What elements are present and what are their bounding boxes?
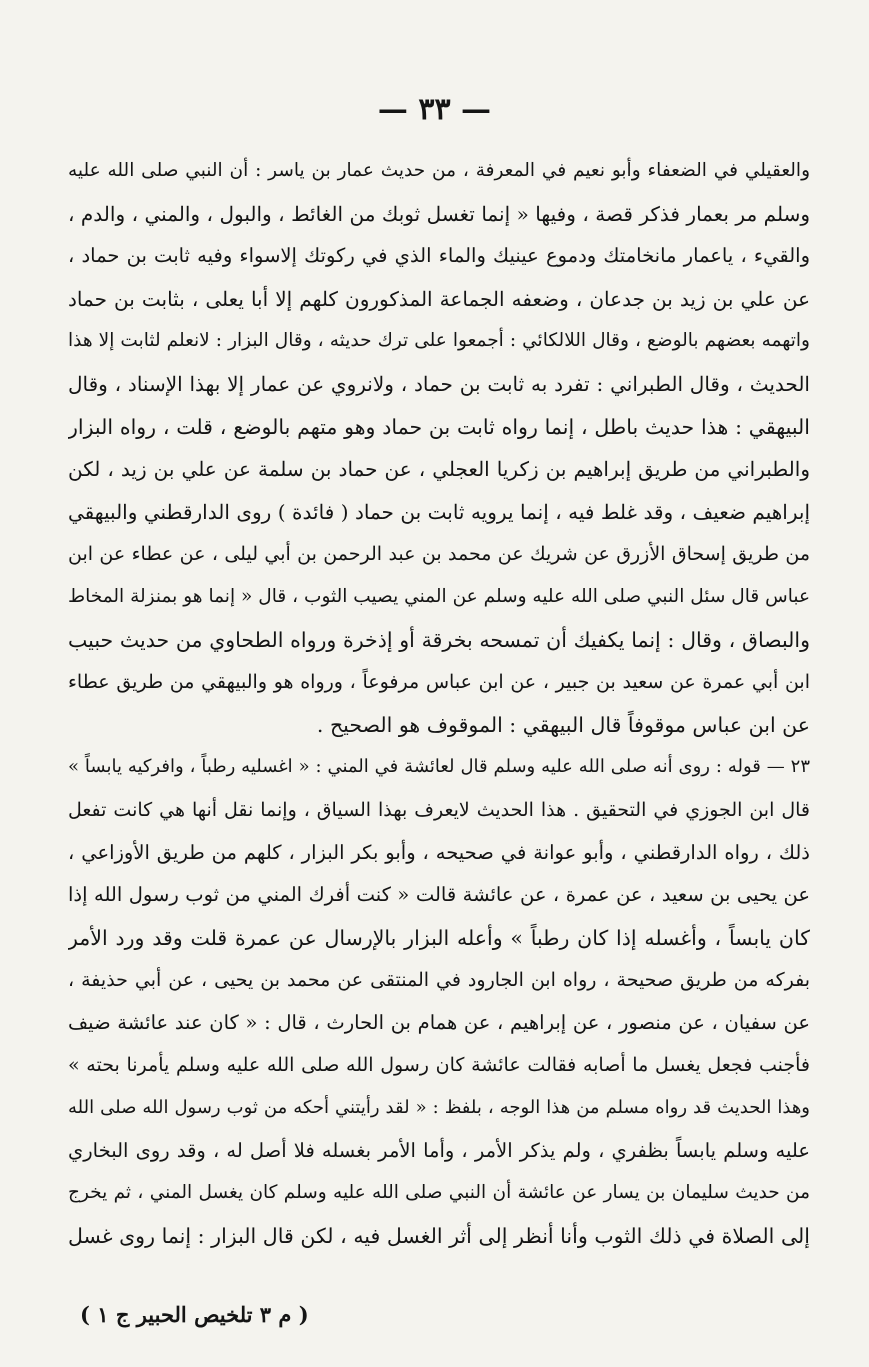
text-line: والبصاق ، وقال : إنما يكفيك أن تمسحه بخرقة أو إذخرة ورواه الطحاوي من حديث حبيب	[68, 627, 810, 652]
text-line: قال ابن الجوزي في التحقيق . هذا الحديث لايعرف بهذا السياق ، وإنما نقل أنها هي كانت تفعل	[68, 798, 810, 821]
footer-signature: ( م ٣ تلخيص الحبير ج ١ )	[80, 1302, 309, 1327]
text-line: عن علي بن زيد بن جدعان ، وضعفه الجماعة المذكورون كلهم إلا أبا يعلى ، بثابت بن حماد	[68, 286, 810, 311]
text-line: من حديث سليمان بن يسار عن عائشة أن النبي صلى الله عليه وسلم كان يغسل المني ، ثم يخرج	[68, 1182, 810, 1204]
text-line: وسلم مر بعمار فذكر قصة ، وفيها « إنما تغسل ثوبك من الغائط ، والبول ، والمني ، والدم ،	[68, 201, 810, 226]
text-line: عليه وسلم يابساً بظفري ، ولم يذكر الأمر ، وأما الأمر بغسله فلا أصل له ، وقد روى البخاري	[68, 1138, 810, 1162]
text-line: والطبراني من طريق إبراهيم بن زكريا العجلي ، عن حماد بن سلمة عن علي بن زيد ، لكن	[68, 457, 810, 482]
text-line: عباس قال سئل النبي صلى الله عليه وسلم عن المني يصيب الثوب ، قال « إنما هو بمنزلة المخاط	[68, 585, 810, 607]
text-line: عن يحيى بن سعيد ، عن عمرة ، عن عائشة قالت « كنت أفرك المني من ثوب رسول الله إذا	[68, 883, 810, 907]
text-line: وهذا الحديث قد رواه مسلم من هذا الوجه ، بلفظ : « لقد رأيتني أحكه من ثوب رسول الله صلى الله	[68, 1097, 810, 1119]
text-line: من طريق إسحاق الأزرق عن شريك عن محمد بن عبد الرحمن بن أبي ليلى ، عن عطاء عن ابن	[68, 543, 810, 566]
text-line: والعقيلي في الضعفاء وأبو نعيم في المعرفة ، من حديث عمار بن ياسر : أن النبي صلى الله عليه	[68, 160, 810, 181]
text-line: ٢٣ — قوله : روى أنه صلى الله عليه وسلم قال لعائشة في المني : « اغسليه رطباً ، وافركيه يابساً »	[68, 756, 810, 778]
text-line: فأجنب فجعل يغسل ما أصابه فقالت عائشة كان رسول الله صلى الله عليه وسلم يأمرنا بحته »	[68, 1054, 810, 1077]
text-line: واتهمه بعضهم بالوضع ، وقال اللالكائي : أجمعوا على ترك حديثه ، وقال البزار : لانعلم لثابت إلا هذا	[68, 330, 810, 352]
text-line: إبراهيم ضعيف ، وقد غلط فيه ، إنما يرويه ثابت بن حماد ( فائدة ) روى الدارقطني والبيهقي	[68, 499, 810, 524]
text-line: الحديث ، وقال الطبراني : تفرد به ثابت بن حماد ، ولانروي عن عمار إلا بهذا الإسناد ، وقال	[68, 371, 810, 396]
text-line: عن ابن عباس موقوفاً قال البيهقي : الموقوف هو الصحيح .	[316, 712, 810, 737]
text-body	[68, 150, 810, 1257]
page-number: — ٣٣ —	[377, 92, 492, 127]
text-line: بفركه من طريق صحيحة ، رواه ابن الجارود في المنتقى عن محمد بن يحيى ، عن أبي حذيفة ،	[68, 969, 810, 992]
text-line: ابن أبي عمرة عن سعيد بن جبير ، عن ابن عباس مرفوعاً ، ورواه هو والبيهقي من طريق عطاء	[68, 671, 810, 694]
text-line: والقيء ، ياعمار مانخامتك ودموع عينيك والماء الذي في ركوتك إلاسواء وفيه ثابت بن حماد ،	[68, 244, 810, 268]
text-line: عن سفيان ، عن منصور ، عن إبراهيم ، عن همام بن الحارث ، قال : « كان عند عائشة ضيف	[68, 1010, 810, 1034]
text-line: كان يابساً ، وأغسله إذا كان رطباً » وأعله البزار بالإرسال عن عمرة قلت وقد ورد الأمر	[68, 925, 810, 950]
text-line: البيهقي : هذا حديث باطل ، إنما رواه ثابت بن حماد وهو متهم بالوضع ، قلت ، رواه البزار	[68, 414, 810, 439]
text-line: إلى الصلاة في ذلك الثوب وأنا أنظر إلى أثر الغسل فيه ، لكن قال البزار : إنما روى غسل	[68, 1223, 810, 1248]
text-line: ذلك ، رواه الدارقطني ، وأبو عوانة في صحيحه ، وأبو بكر البزار ، كلهم من طريق الأوزاعي ،	[68, 840, 810, 864]
